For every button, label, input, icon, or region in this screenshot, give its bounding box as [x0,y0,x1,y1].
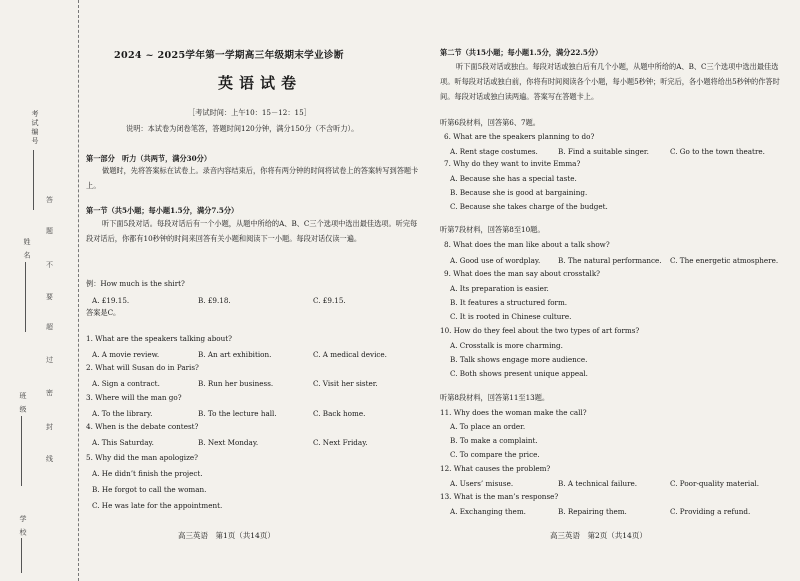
question-13: 13. What is the man’s response? [440,492,559,501]
q2-option-a: A. Sign a contract. [92,379,160,388]
question-6: 6. What are the speakers planning to do? [444,132,595,141]
question-4: 4. When is the debate contest? [86,422,199,431]
name-label: 姓 名 [23,238,31,261]
q13-option-c: C. Providing a refund. [670,507,751,516]
q3-option-a: A. To the library. [92,409,153,418]
question-8: 8. What does the man like about a talk show? [444,240,610,249]
page2-footer: 高三英语 第2页（共14页） [550,531,647,540]
q7-option-b: B. Because she is good at bargaining. [450,188,588,197]
school-line [21,538,22,573]
exam-time: ［考试时间：上午10：15－12：15］ [188,108,311,117]
example-option: A. £19.15. [92,296,130,305]
question-12: 12. What causes the problem? [440,464,551,473]
part1-instructions: 做题时，先将答案标在试卷上。录音内容结束后，你将有两分钟的时间将试卷上的答案转写到答题卡上。 [86,166,419,190]
class-label: 班 级 [19,392,27,415]
q9-option-c: C. It is rooted in Chinese culture. [450,312,572,321]
q9-option-b: B. It features a structured form. [450,298,568,307]
seal-char: 过 [46,356,53,364]
q5-option-c: C. He was late for the appointment. [92,501,223,510]
subject-title: 英语试卷 [218,74,303,92]
q9-option-a: A. Its preparation is easier. [450,284,549,293]
q5-option-a: A. He didn’t finish the project. [92,469,203,478]
q11-option-b: B. To make a complaint. [450,436,538,445]
q11-option-a: A. To place an order. [450,422,526,431]
seal-char: 封 [46,423,53,431]
material-8-label: 听第8段材料，回答第11至13题。 [440,393,550,402]
exam-title: 2024 ~ 2025学年第一学期高三年级期末学业诊断 [114,50,344,61]
question-9: 9. What does the man say about crosstalk? [444,269,601,278]
q7-option-c: C. Because she takes charge of the budget. [450,202,608,211]
question-3: 3. Where will the man go? [86,393,182,402]
material-6-label: 听第6段材料，回答第6、7题。 [440,118,540,127]
q2-option-b: B. Run her business. [198,379,274,388]
seal-char: 线 [46,455,53,463]
seal-char: 超 [46,323,53,331]
q8-option-a: A. Good use of wordplay. [450,256,541,265]
question-7: 7. Why do they want to invite Emma? [444,159,581,168]
q12-option-b: B. A technical failure. [558,479,638,488]
example-question: 例：How much is the shirt? [86,279,185,288]
q11-option-c: C. To compare the price. [450,450,540,459]
material-7-label: 听第7段材料，回答第8至10题。 [440,225,545,234]
q3-option-b: B. To the lecture hall. [198,409,277,418]
q4-option-a: A. This Saturday. [92,438,154,447]
question-10: 10. How do they feel about the two types of art forms? [440,326,640,335]
q6-option-a: A. Rent stage costumes. [450,147,538,156]
section2-heading: 第二节（共15小题；每小题1.5分，满分22.5分） [440,48,603,57]
q12-option-a: A. Users’ misuse. [450,479,514,488]
question-5: 5. Why did the man apologize? [86,453,198,462]
exam-note: 说明：本试卷为闭卷笔答，答题时间120分钟，满分150分（不含听力）。 [126,124,359,133]
example-option: B. £9.18. [198,296,231,305]
q12-option-c: C. Poor-quality material. [670,479,760,488]
q8-option-c: C. The energetic atmosphere. [670,256,779,265]
q5-option-b: B. He forgot to call the woman. [92,485,207,494]
part1-heading: 第一部分 听力（共两节，满分30分） [86,154,212,163]
q6-option-b: B. Find a suitable singer. [558,147,649,156]
example-option: C. £9.15. [313,296,346,305]
seal-char: 题 [46,227,53,235]
q10-option-c: C. Both shows present unique appeal. [450,369,588,378]
question-11: 11. Why does the woman make the call? [440,408,587,417]
q3-option-c: C. Back home. [313,409,366,418]
q13-option-a: A. Exchanging them. [450,507,526,516]
name-line [25,262,26,332]
seal-char: 要 [46,293,53,301]
exam-id-line [33,150,34,210]
exam-id-label: 考试编号 [31,110,39,146]
q2-option-c: C. Visit her sister. [313,379,378,388]
q7-option-a: A. Because she has a special taste. [450,174,577,183]
q1-option-a: A. A movie review. [92,350,160,359]
page1-footer: 高三英语 第1页（共14页） [178,531,275,540]
question-1: 1. What are the speakers talking about? [86,334,233,343]
section1-heading: 第一节（共5小题；每小题1.5分，满分7.5分） [86,206,239,215]
binding-margin [0,0,79,581]
seal-char: 答 [46,196,53,204]
seal-char: 不 [46,261,53,269]
question-2: 2. What will Susan do in Paris? [86,363,199,372]
section2-instructions: 听下面5段对话或独白。每段对话或独白后有几个小题，从题中所给的A、B、C三个选项中选出最佳选项。听每段对话或独白前，你将有时间阅读各个小题，每小题5秒钟；听完后，各小题将给出5秒钟的作答时间。每段对话或独白读两遍。答案写在答题卡上。 [440,62,780,101]
q1-option-b: B. An art exhibition. [198,350,272,359]
class-line [21,416,22,486]
q4-option-b: B. Next Monday. [198,438,259,447]
example-answer: 答案是C。 [86,308,121,317]
q10-option-b: B. Talk shows engage more audience. [450,355,588,364]
q13-option-b: B. Repairing them. [558,507,627,516]
seal-char: 密 [46,389,53,397]
school-label: 学 校 [19,515,27,538]
q4-option-c: C. Next Friday. [313,438,368,447]
q1-option-c: C. A medical device. [313,350,387,359]
q8-option-b: B. The natural performance. [558,256,662,265]
section1-instructions: 听下面5段对话。每段对话后有一个小题，从题中所给的A、B、C三个选项中选出最佳选项。听完每段对话后，你都有10秒钟的时间来回答有关小题和阅读下一小题。每段对话仅读一遍。 [86,219,418,243]
q10-option-a: A. Crosstalk is more charming. [450,341,563,350]
q6-option-c: C. Go to the town theatre. [670,147,765,156]
